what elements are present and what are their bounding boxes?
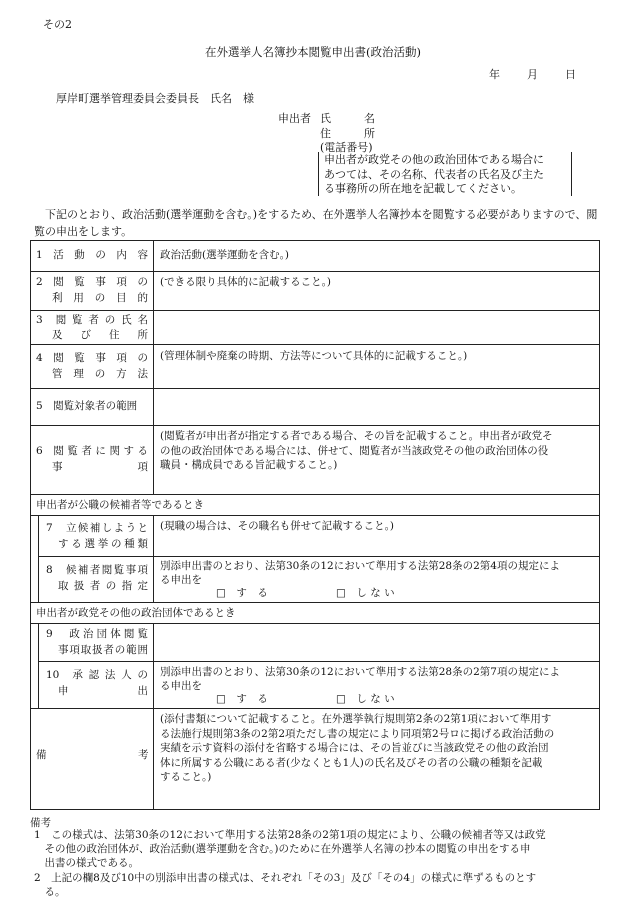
row9-value-field[interactable] — [160, 632, 590, 652]
row10-value: 別添申出書のとおり、法第30条の12において準用する法第28条の2第7項の規定によ る申出を — [160, 666, 560, 692]
row2-label-line1: 2 閲 覧 事 項 の — [36, 276, 148, 288]
row5-label: 5 閲覧対象者の範囲 — [36, 400, 138, 412]
row1-value: 政治活動(選挙運動を含む。) — [160, 249, 289, 261]
addressee: 厚岸町選挙管理委員会委員長 氏名 様 — [56, 92, 254, 105]
row1-label: 1 活 動 の 内 容 — [36, 249, 148, 261]
row5-value-field[interactable] — [160, 396, 590, 416]
row8-choice-no[interactable]: □ し な い — [336, 587, 395, 599]
applicant-phone-label: (電話番号) — [320, 141, 373, 154]
row10-choice-no[interactable]: □ し な い — [336, 693, 395, 705]
row10-label-line1: 10 承 認 法 人 の — [46, 669, 148, 681]
applicant-name-label: 氏 名 — [320, 112, 375, 125]
org-note: 申出者が政党その他の政治団体である場合に あつては、その名称、代表者の氏名及び主た る事務所の所在地を記載してください。 — [324, 153, 544, 195]
row6-label-line1: 6 閲 覧 者 に 関 す る — [36, 445, 148, 457]
section-org-heading: 申出者が政党その他の政治団体であるとき — [36, 607, 236, 619]
row6-value: (閲覧者が申出者が指定する者である場合、その旨を記載すること。申出者が政党そ の他の政治団体である場合には、併せて、閲覧者が当該政党その他の政治団体の役 職員・構成員である旨記載すること。) — [160, 430, 553, 471]
row4-value: (管理体制や廃棄の時期、方法等について具体的に記載すること。) — [160, 350, 468, 362]
row3-value-field[interactable] — [160, 318, 590, 338]
application-table — [30, 240, 600, 810]
applicant-label: 申出者 — [278, 112, 311, 125]
row7-label-line1: 7 立候補しようと — [46, 522, 148, 534]
row8-label-line2: 取 扱 者 の 指 定 — [58, 580, 148, 592]
page-title: 在外選挙人名簿抄本閲覧申出書(政治活動) — [205, 45, 421, 59]
note-2: 2 上記の欄8及び10中の別添申出書の様式は、それぞれ「その3」及び「その4」の様式に準ずるものとす る。 — [34, 872, 537, 898]
row8-label-line1: 8 候補者閲覧事項 — [46, 564, 148, 576]
section-candidate-heading: 申出者が公職の候補者等であるとき — [36, 499, 204, 511]
notes-heading: 備考 — [30, 817, 51, 829]
row7-value: (現職の場合は、その職名も併せて記載すること。) — [160, 520, 394, 532]
intro-text: 下記のとおり、政治活動(選挙運動を含む。)をするため、在外選挙人名簿抄本を閲覧する必要がありますので、閲覧の申出をします。 — [34, 208, 598, 238]
applicant-address-label: 住 所 — [320, 127, 375, 140]
row8-choice-yes[interactable]: □ す る — [216, 587, 268, 599]
remarks-label-left: 備 — [36, 749, 47, 761]
date-day-label: 日 — [565, 68, 576, 81]
row4-label-line2: 管 理 の 方 法 — [52, 368, 148, 380]
row3-label-line2: 及 び 住 所 — [52, 329, 148, 341]
note-1: 1 この様式は、法第30条の12において準用する法第28条の2第1項の規定により、公職の候補者等又は政党 その他の政治団体が、政治活動(選挙運動を含む。)のために在外選挙人名簿の抄本の閲覧の申出をする申 出書の様式である。 — [34, 829, 546, 869]
remarks-value: (添付書類について記載すること。在外選挙執行規則第2条の2第1項において準用す る法施行規則第3条の2第2項ただし書の規定により同項第2号ロに掲げる政治活動の 実績を示す資料の添付を省略する場合には、その旨並びに当該政党その他の政治団 体に所属する公職にある者(少なくとも1人)の氏名及びその者の公職の種類を記載 すること。) — [160, 713, 555, 783]
row4-label-line1: 4 閲 覧 事 項 の — [36, 352, 148, 364]
form-number: その2 — [43, 18, 72, 31]
date-year-label: 年 — [489, 68, 500, 81]
row9-label-line2: 事項取扱者の範囲 — [58, 644, 148, 656]
row2-value: (できる限り具体的に記載すること。) — [160, 276, 331, 288]
row6-label-line2: 事 項 — [52, 461, 148, 473]
row9-label-line1: 9 政治団体閲覧 — [46, 628, 148, 640]
remarks-label-right: 考 — [138, 749, 149, 761]
date-month-label: 月 — [527, 68, 538, 81]
row2-label-line2: 利 用 の 目 的 — [52, 292, 148, 304]
row10-choice-yes[interactable]: □ す る — [216, 693, 268, 705]
row3-label-line1: 3 閲 覧 者 の 氏 名 — [36, 314, 148, 326]
row7-label-line2: する選挙の種類 — [58, 538, 148, 550]
row8-value: 別添申出書のとおり、法第30条の12において準用する法第28条の2第4項の規定によ る申出を — [160, 560, 560, 586]
row10-label-line2: 申 出 — [58, 685, 148, 697]
